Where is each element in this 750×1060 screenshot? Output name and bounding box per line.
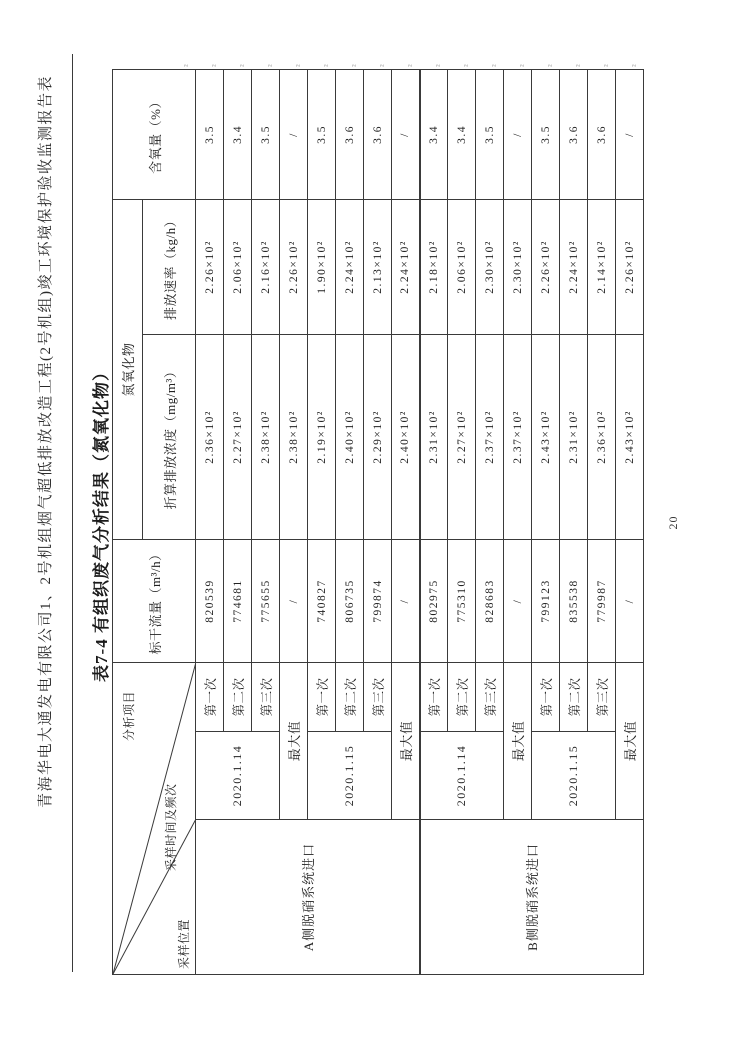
- rate-value-cell: 2.24×10²: [336, 199, 364, 334]
- oxygen-value-cell: 3.4: [420, 69, 448, 199]
- max-label-cell: 最大值: [504, 662, 532, 819]
- run-seq-cell: 第二次: [224, 662, 252, 731]
- flow-value-cell: /: [504, 539, 532, 662]
- oxygen-value-cell: 3.5: [196, 69, 224, 199]
- concentration-value-cell: 2.36×10²: [588, 334, 616, 539]
- location-cell: B侧脱硝系统进口: [420, 820, 644, 975]
- run-seq-cell: 第二次: [336, 662, 364, 731]
- run-seq-cell: 第三次: [252, 662, 280, 731]
- corner-header-cell: [113, 662, 196, 974]
- oxygen-value-cell: 3.4: [448, 69, 476, 199]
- run-seq-cell: 第三次: [588, 662, 616, 731]
- oxygen-value-cell: 3.6: [588, 69, 616, 199]
- flow-value-cell: 835538: [560, 539, 588, 662]
- scan-speck: ²: [210, 64, 220, 67]
- rate-value-cell: 2.26×10²: [532, 199, 560, 334]
- rate-value-cell: 2.16×10²: [252, 199, 280, 334]
- rate-value-cell: 2.24×10²: [392, 199, 420, 334]
- run-seq-cell: 第二次: [560, 662, 588, 731]
- flow-value-cell: 806735: [336, 539, 364, 662]
- oxygen-value-cell: 3.5: [308, 69, 336, 199]
- table-row: [196, 69, 224, 974]
- concentration-value-cell: 2.40×10²: [392, 334, 420, 539]
- flow-value-cell: 802975: [420, 539, 448, 662]
- concentration-value-cell: 2.36×10²: [196, 334, 224, 539]
- flow-value-cell: 774681: [224, 539, 252, 662]
- table-caption: 表7-4 有组织废气分析结果（氮氧化物）: [92, 363, 111, 682]
- concentration-value-cell: 2.31×10²: [420, 334, 448, 539]
- scan-speck: ²: [462, 64, 472, 67]
- concentration-value-cell: 2.29×10²: [364, 334, 392, 539]
- concentration-value-cell: 2.38×10²: [252, 334, 280, 539]
- corner-label-sample-time: 采样时间及频次: [164, 783, 178, 871]
- run-seq-cell: 第一次: [308, 662, 336, 731]
- max-label-cell: 最大值: [616, 662, 644, 819]
- monitoring-table: [112, 69, 644, 975]
- max-label-cell: 最大值: [280, 662, 308, 819]
- flow-value-cell: 820539: [196, 539, 224, 662]
- flow-value-cell: 775655: [252, 539, 280, 662]
- oxygen-value-cell: 3.5: [476, 69, 504, 199]
- concentration-value-cell: 2.43×10²: [532, 334, 560, 539]
- scan-speck: ²: [602, 64, 612, 67]
- col-header-oxygen: 含氧量（%）: [113, 69, 196, 199]
- concentration-value-cell: 2.40×10²: [336, 334, 364, 539]
- scan-speck: ²: [434, 64, 444, 67]
- oxygen-value-cell: /: [392, 69, 420, 199]
- oxygen-value-cell: 3.6: [364, 69, 392, 199]
- rate-value-cell: 2.26×10²: [280, 199, 308, 334]
- rate-value-cell: 2.14×10²: [588, 199, 616, 334]
- concentration-value-cell: 2.37×10²: [504, 334, 532, 539]
- run-seq-cell: 第一次: [196, 662, 224, 731]
- date-cell: 2020.1.14: [196, 732, 280, 820]
- scan-speck: ²: [406, 64, 416, 67]
- oxygen-value-cell: /: [504, 69, 532, 199]
- date-cell: 2020.1.15: [532, 732, 616, 820]
- oxygen-value-cell: 3.5: [532, 69, 560, 199]
- scan-speck: ²: [322, 64, 332, 67]
- flow-value-cell: 740827: [308, 539, 336, 662]
- rate-value-cell: 2.06×10²: [448, 199, 476, 334]
- col-header-concentration: 折算排放浓度（mg/m³）: [143, 334, 196, 539]
- scan-speck: ²: [574, 64, 584, 67]
- rate-value-cell: 2.18×10²: [420, 199, 448, 334]
- run-seq-cell: 第一次: [420, 662, 448, 731]
- concentration-value-cell: 2.19×10²: [308, 334, 336, 539]
- run-seq-cell: 第三次: [476, 662, 504, 731]
- concentration-value-cell: 2.27×10²: [448, 334, 476, 539]
- table-body: [196, 69, 644, 974]
- oxygen-value-cell: /: [280, 69, 308, 199]
- flow-value-cell: 775310: [448, 539, 476, 662]
- scan-speck: ²: [490, 64, 500, 67]
- scan-speck: ²: [238, 64, 248, 67]
- corner-label-sample-location: 采样位置: [177, 918, 191, 969]
- scan-speck: ²: [546, 64, 556, 67]
- max-label-cell: 最大值: [392, 662, 420, 819]
- oxygen-value-cell: 3.6: [560, 69, 588, 199]
- corner-label-analysis-item: 分析项目: [122, 690, 136, 741]
- header-rule: [72, 54, 73, 972]
- oxygen-value-cell: 3.6: [336, 69, 364, 199]
- rate-value-cell: 2.06×10²: [224, 199, 252, 334]
- scan-speck: ²: [294, 64, 304, 67]
- concentration-value-cell: 2.43×10²: [616, 334, 644, 539]
- rate-value-cell: 2.13×10²: [364, 199, 392, 334]
- location-cell: A侧脱硝系统进口: [196, 820, 420, 975]
- col-header-rate: 排放速率（kg/h）: [143, 199, 196, 334]
- concentration-value-cell: 2.27×10²: [224, 334, 252, 539]
- concentration-value-cell: 2.38×10²: [280, 334, 308, 539]
- col-header-flow: 标干流量（m³/h）: [113, 539, 196, 662]
- run-seq-cell: 第三次: [364, 662, 392, 731]
- concentration-value-cell: 2.37×10²: [476, 334, 504, 539]
- flow-value-cell: 799874: [364, 539, 392, 662]
- scan-speck: ²: [182, 64, 192, 67]
- oxygen-value-cell: 3.4: [224, 69, 252, 199]
- flow-value-cell: /: [616, 539, 644, 662]
- concentration-value-cell: 2.31×10²: [560, 334, 588, 539]
- oxygen-value-cell: 3.5: [252, 69, 280, 199]
- rate-value-cell: 2.26×10²: [196, 199, 224, 334]
- flow-value-cell: /: [280, 539, 308, 662]
- run-seq-cell: 第二次: [448, 662, 476, 731]
- date-cell: 2020.1.14: [420, 732, 504, 820]
- rate-value-cell: 2.30×10²: [476, 199, 504, 334]
- rate-value-cell: 1.90×10²: [308, 199, 336, 334]
- scan-speck: ²: [518, 64, 528, 67]
- flow-value-cell: 799123: [532, 539, 560, 662]
- flow-value-cell: 828683: [476, 539, 504, 662]
- flow-value-cell: 779987: [588, 539, 616, 662]
- scan-speck: ²: [378, 64, 388, 67]
- col-header-nox-group: 氮氧化物: [113, 199, 143, 539]
- scan-speck: ²: [350, 64, 360, 67]
- table-row: [420, 69, 448, 974]
- oxygen-value-cell: /: [616, 69, 644, 199]
- document-header-title: 青海华电大通发电有限公司1、2号机组烟气超低排放改造工程(2号机组)竣工环境保护验收监测报告表: [38, 75, 54, 808]
- flow-value-cell: /: [392, 539, 420, 662]
- scan-speck: ²: [266, 64, 276, 67]
- run-seq-cell: 第一次: [532, 662, 560, 731]
- rate-value-cell: 2.26×10²: [616, 199, 644, 334]
- date-cell: 2020.1.15: [308, 732, 392, 820]
- rate-value-cell: 2.24×10²: [560, 199, 588, 334]
- page-number: 20: [666, 515, 680, 530]
- scan-speck: ²: [630, 64, 640, 67]
- rate-value-cell: 2.30×10²: [504, 199, 532, 334]
